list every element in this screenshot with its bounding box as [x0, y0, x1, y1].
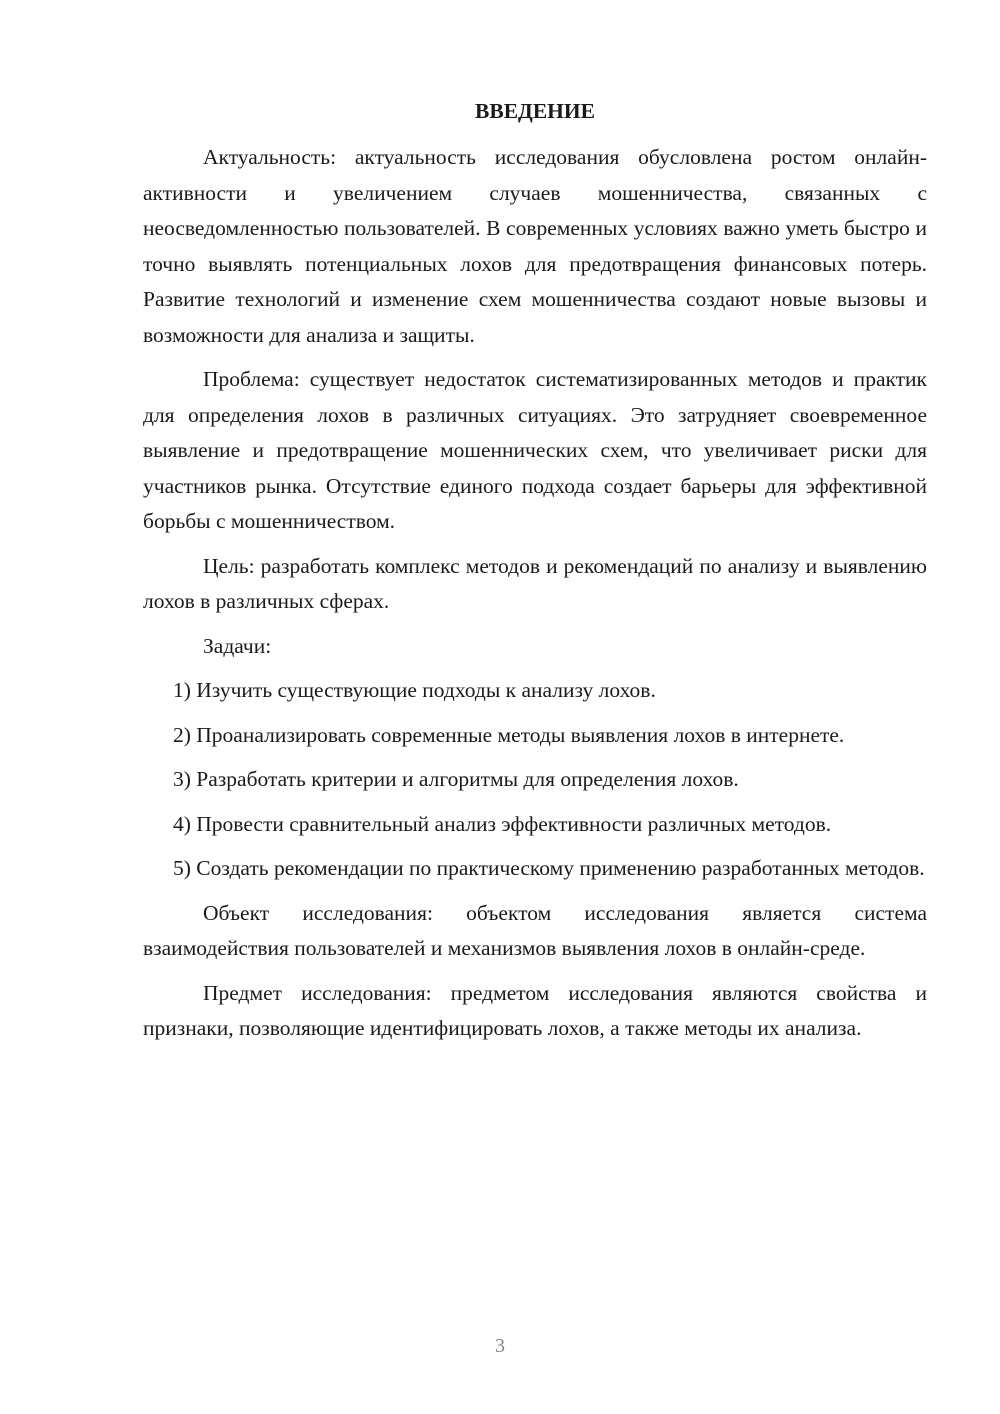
task-item: 4) Провести сравнительный анализ эффективности различных методов. — [173, 811, 832, 836]
page-title: ВВЕДЕНИЕ — [475, 99, 595, 123]
task-item: 5) Создать рекомендации по практическому применению разработанных методов. — [173, 856, 925, 880]
task-item: 1) Изучить существующие подходы к анализу лохов. — [173, 678, 656, 702]
paragraph-goal: Цель: разработать комплекс методов и рекомендаций по анализу и выявлению лохов в различных сферах. — [143, 553, 927, 613]
page-content — [143, 96, 927, 1056]
task-item: 2) Проанализировать современные методы выявления лохов в интернете. — [173, 722, 845, 747]
page-number: 3 — [495, 1335, 505, 1357]
paragraph-relevance: Актуальность: актуальность исследования обусловлена ростом онлайн-активности и увеличением случаев мошенничества, связанных с неосведомленностью пользователей. В современных условиях важно уметь быстро и точно выявлять потенциальных лохов для предотвращения финансовых потерь. Развитие технологий и изменение схем мошенничества создают новые вызовы и возможности для анализа и защиты. — [143, 145, 927, 347]
paragraph-subject: Предмет исследования: предметом исследования являются свойства и признаки, позволяющие идентифицировать лохов, а также методы их анализа. — [143, 980, 927, 1040]
paragraph-object: Объект исследования: объектом исследования является система взаимодействия пользователей и механизмов выявления лохов в онлайн-среде. — [143, 900, 927, 960]
tasks-label: Задачи: — [203, 633, 272, 658]
paragraph-problem: Проблема: существует недостаток систематизированных методов и практик для определения лохов в различных ситуациях. Это затрудняет своевременное выявление и предотвращение мошеннических схем, что увеличивает риски для участников рынка. Отсутствие единого подхода создает барьеры для эффективной борьбы с мошенничеством. — [143, 367, 927, 533]
task-item: 3) Разработать критерии и алгоритмы для определения лохов. — [173, 767, 739, 791]
